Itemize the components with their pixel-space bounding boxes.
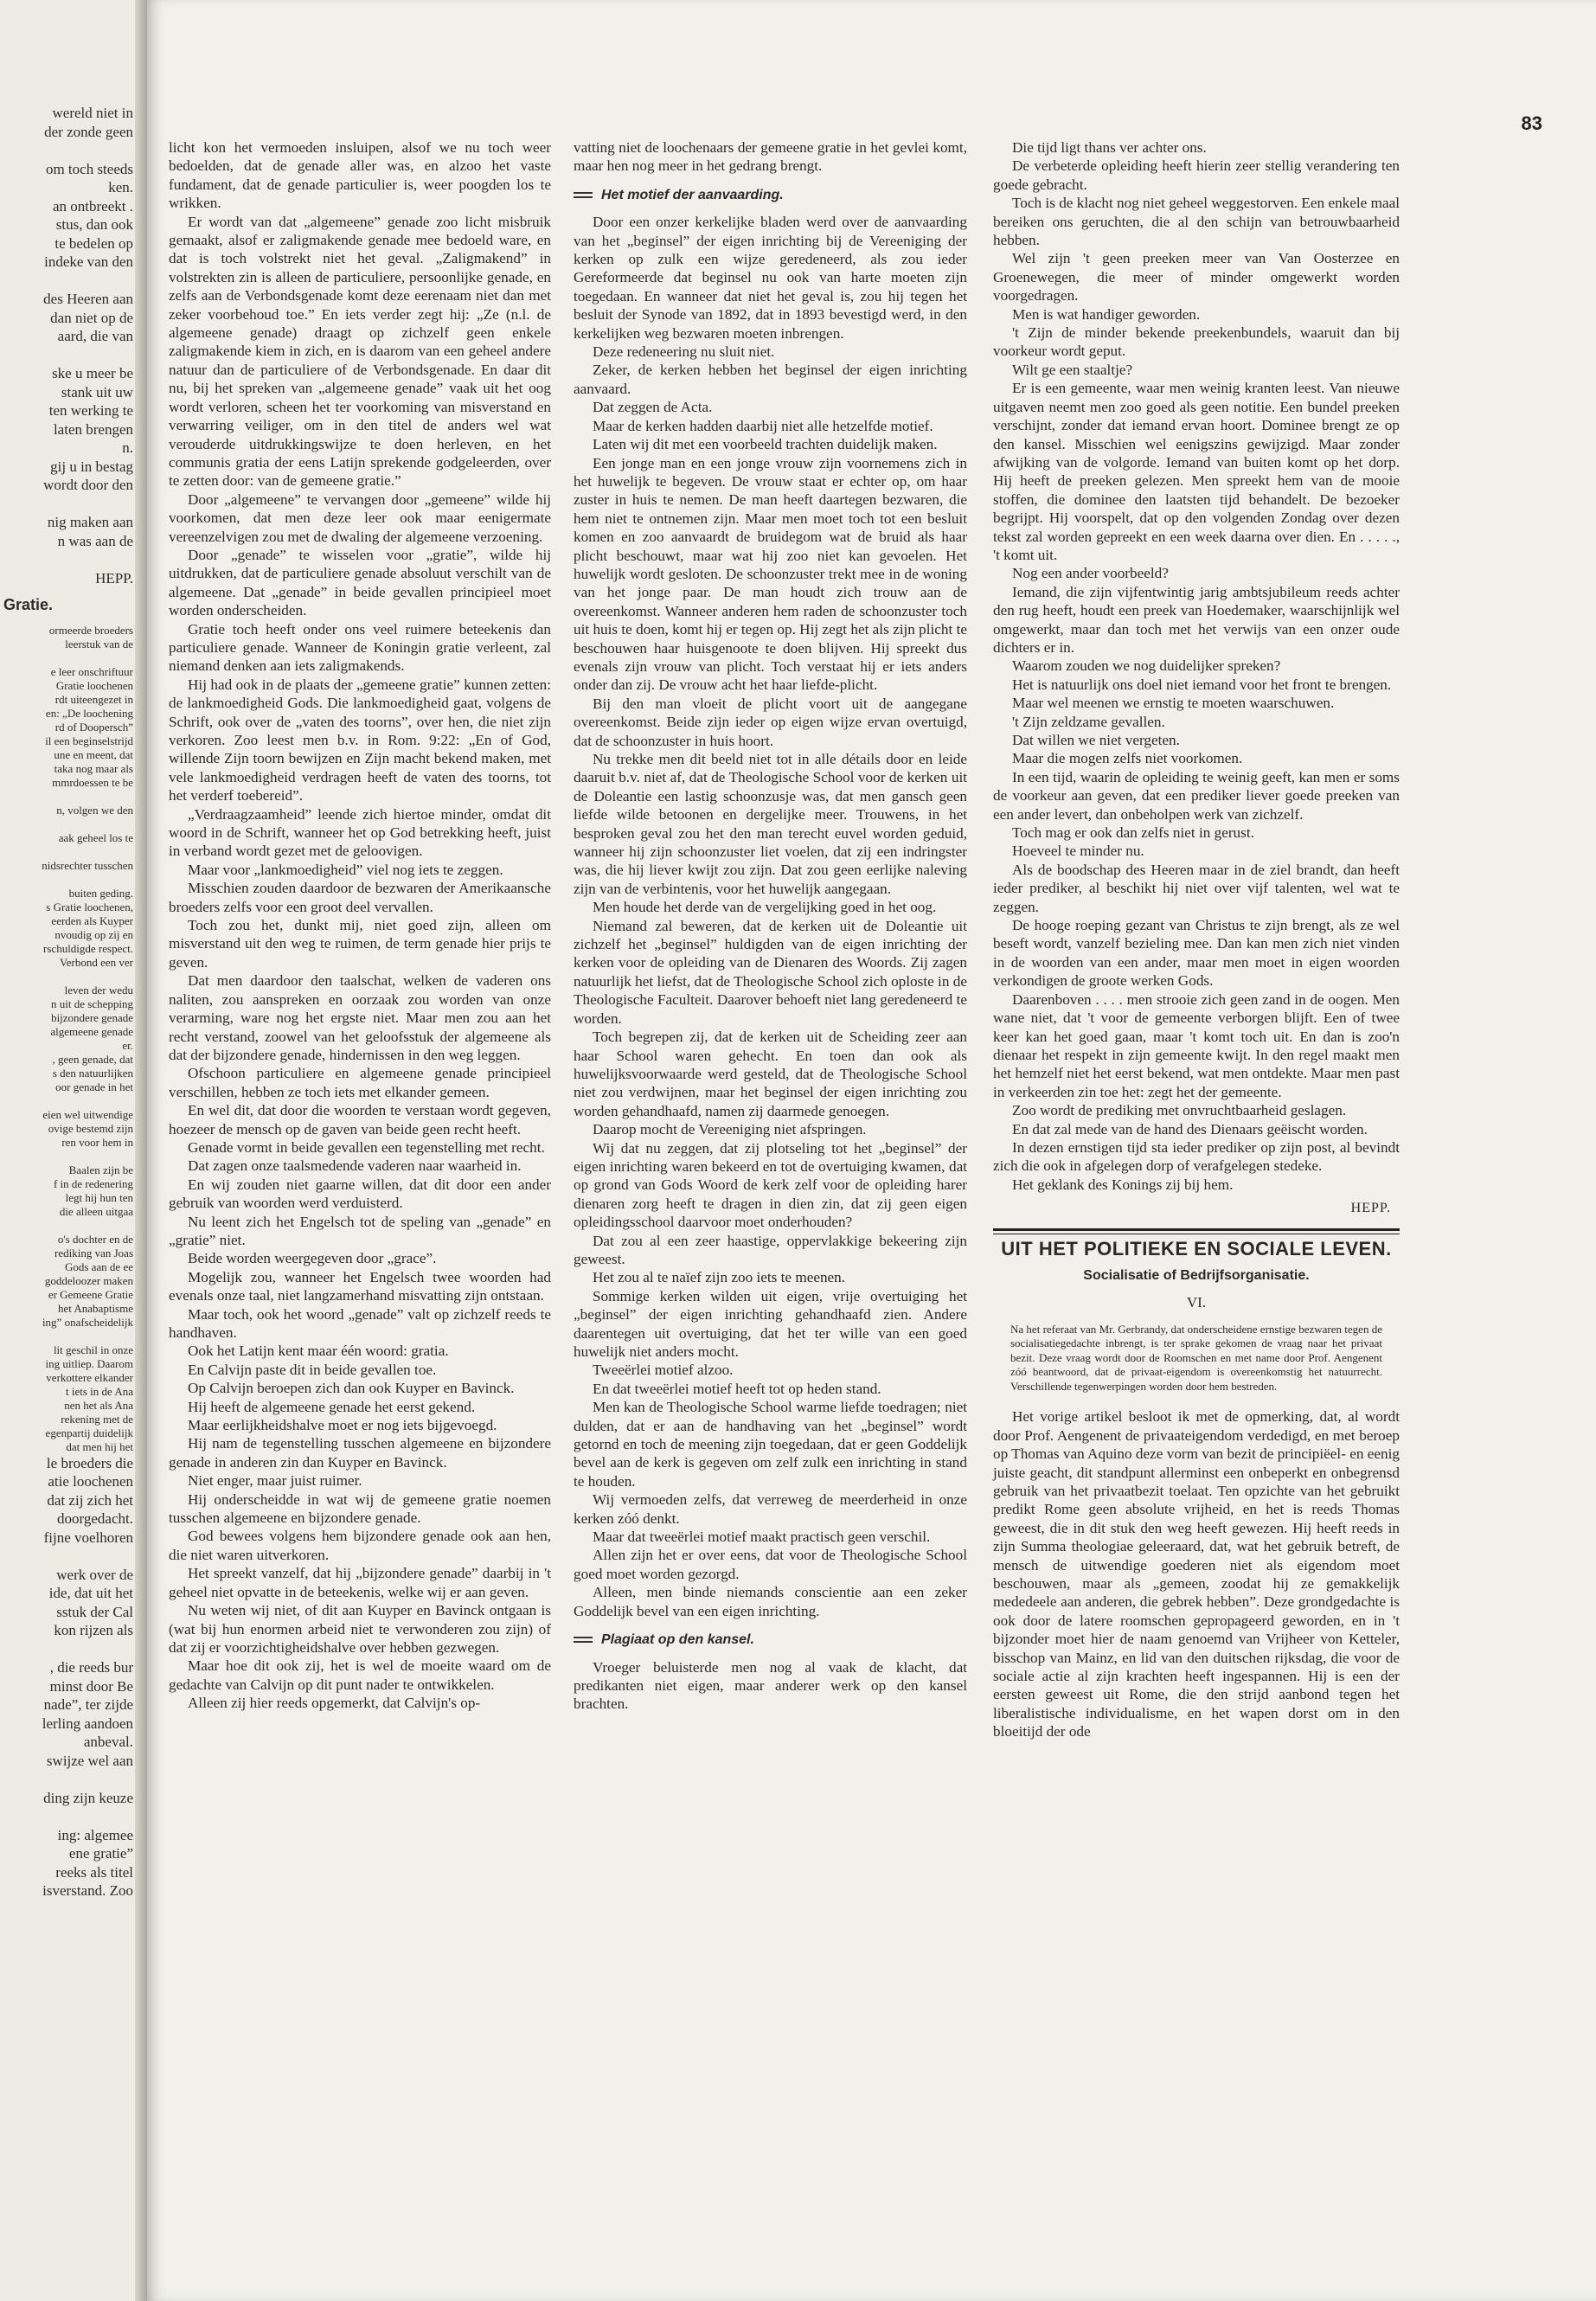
text-line: wereld niet in	[52, 105, 133, 121]
paragraph: Zoo wordt de prediking met onvruchtbaarheid geslagen.	[1012, 1102, 1347, 1119]
text-line	[3, 1807, 133, 1826]
text-line	[3, 1770, 133, 1789]
paragraph: Zeker, de kerken hebben het beginsel der eigen inrichting aanvaard.	[574, 362, 967, 397]
section-title: UIT HET POLITIEKE EN SOCIALE LEVEN.	[1001, 1237, 1392, 1259]
text-line: atie loochenen	[48, 1473, 133, 1490]
text-line	[3, 550, 133, 569]
text-line: Gratie loochenen	[55, 678, 133, 692]
editorial-summary: Na het referaat van Mr. Gerbrandy, dat onderscheidene ernstige bezwaren tegen de socialisatiegedachte inbrengt, is ter sprake gekomen de vraag naar het privaat bezit. Deze vraag wordt door de Roomschen en met name door Prof. Aengenent zóó beantwoord, dat de privaat-eigendom is overeenkomstig het natuurrecht. Verschillende tegenwerpingen worden door hem bestreden.	[1010, 1322, 1382, 1393]
text-line: laten brengen	[53, 420, 133, 438]
paragraph: Nu weten wij niet, of dit aan Kuyper en Bavinck ontgaan is (wat bij hun enormen arbeid niet te verwonderen zou zijn) of dat zij er voorzichtigheidshalve over hebben gezwegen.	[169, 1602, 551, 1656]
paragraph: Die tijd ligt thans ver achter ons.	[1012, 139, 1207, 156]
text-line: swijze wel aan	[46, 1752, 133, 1769]
paragraph: De hooge roeping gezant van Christus te zijn brengt, als ze wel beseft wordt, vanzelf bezieling mee. Dan kan men zich niet vinden in de woorden van een ander, maar men moet in eigen woorden verkondigen de groote werken Gods.	[993, 917, 1400, 990]
paragraph: Daarop mocht de Vereeniging niet afspringen.	[593, 1121, 867, 1138]
text-line	[3, 1640, 133, 1659]
paragraph: Wij vermoeden zelfs, dat verreweg de meerderheid in onze kerken zóó denkt.	[574, 1491, 967, 1527]
text-line: ken.	[108, 179, 133, 195]
paragraph: Dat zagen onze taalsmedende vaderen naar waarheid in.	[188, 1157, 522, 1175]
text-line: rekening met de	[61, 1412, 133, 1426]
paragraph: En wij zouden niet gaarne willen, dat dit door een ander gebruik van woorden werd verduisterd.	[169, 1176, 551, 1212]
text-line: die alleen uitgaa	[59, 1204, 133, 1218]
text-line: n uit de schepping	[51, 997, 133, 1010]
paragraph: Maar eerlijkheidshalve moet er nog iets bijgevoegd.	[188, 1417, 497, 1434]
text-line: ide, dat uit het	[48, 1585, 133, 1601]
text-line: dat zij zich het	[47, 1491, 133, 1509]
text-line: nen het als Ana	[64, 1398, 133, 1412]
text-line	[3, 845, 133, 859]
column-left	[169, 138, 551, 1713]
paragraph: Men kan de Theologische School warme liefde toedragen; niet dulden, dat er aan de handhaving van het „beginsel” wordt getornd en toch de meening zijn toegedaan, dat er geen Goddelijk bevel aan de kerk is gegeven om zelf zulk een inrichting in stand te houden.	[574, 1399, 967, 1490]
subheading-plagiaat	[574, 1631, 967, 1649]
text-line: lit geschil in onze	[53, 1343, 133, 1356]
paragraph: Het is natuurlijk ons doel niet iemand voor het front te brengen.	[1012, 676, 1392, 693]
text-line: taka nog maar als	[54, 761, 133, 775]
author-signature: HEPP.	[1350, 1201, 1391, 1216]
text-line: minst door Be	[49, 1677, 133, 1695]
paragraph: Men houde het derde van de vergelijking goed in het oog.	[593, 899, 937, 916]
paragraph: Wij dat nu zeggen, dat zij plotseling tot het „beginsel” der eigen inrichting waren bekeerd en tot de overtuiging kwamen, dat op grond van Gods Woord de kerk zelf voor de opleiding harer dienaren zorg heeft te dragen in dien zin, dat zij geen eigen opleidingsschool daarvoor moet onderhouden?	[574, 1139, 967, 1231]
text-line: fijne voelhoren	[43, 1529, 133, 1546]
text-line: dan niet op de	[50, 309, 133, 326]
paragraph: En dat tweeërlei motief heeft tot op heden stand.	[593, 1380, 881, 1397]
paragraph: Maar hoe dit ook zij, het is wel de moeite waard om de gedachte van Calvijn op dit punt nader te ontwikkelen.	[169, 1657, 551, 1693]
text-line: om toch steeds	[45, 160, 133, 177]
text-line: oor genade in het	[55, 1080, 133, 1093]
paragraph: Een jonge man en een jonge vrouw zijn voornemens zich in het huwelijk te begeven. De vrouw staat er echter op, om haar zuster in huis te nemen. De man heeft daartegen bezwaren, die hem niet te ontnemen zijn. Maar men moet toch tot een besluit komen en zoo aanvaardt de bruidegom wat de bruid als haar plicht beschouwt, maar wat hij zoo niet kan gevoelen. Het huwelijk wordt gesloten. De schoonzuster trekt mee in de woning van het jonge paar. De man houdt zich trouw aan de overeenkomst. Wanneer anderen hem raden de schoonzuster toch uit huis te doen, komt hij er tegen op. Hij zegt het als zijn plicht te beschouwen haar huisgenoote te doen blijven. Hij spreekt dus evenals zijn vrouw van plicht. Toch verstaat hij er iets anders onder dan zij. De vrouw acht het haar liefde-plicht.	[574, 454, 967, 694]
paragraph: 't Zijn de minder bekende preekenbundels, waaruit dan bij voorkeur wordt geput.	[993, 324, 1400, 360]
paragraph: 't Zijn zeldzame gevallen.	[1012, 713, 1165, 730]
paragraph: Hij nam de tegenstelling tusschen algemeene en bijzondere genade in anderen zin dan Kuyper en Bavinck.	[169, 1435, 551, 1471]
subheading-text: Het motief der aanvaarding.	[601, 187, 784, 202]
text-line: n, volgen we den	[56, 803, 133, 817]
paragraph: Alleen zij hier reeds opgemerkt, dat Calvijn's op-	[188, 1695, 481, 1712]
paragraph: Vroeger beluisterde men nog al vaak de klacht, dat predikanten niet eigen, maar anderer werk op den kansel brachten.	[574, 1658, 967, 1713]
paragraph: Als de boodschap des Heeren maar in de ziel brandt, dan heeft ieder prediker, al beschikt hij niet over vijf talenten, wel wat te zeggen.	[993, 861, 1400, 915]
paragraph: licht kon het vermoeden insluipen, alsof we nu toch weer bedoelden, dat de genade aller was, en alzoo het vaste fundament, dat de genade particulier is, weer poogden los te wrikken.	[169, 139, 551, 212]
paragraph: Maar voor „lankmoedigheid” viel nog iets te zeggen.	[188, 861, 503, 878]
paragraph: Hij had ook in de plaats der „gemeene gratie” kunnen zetten: de lankmoedigheid Gods. Die lankmoedigheid gaat, volgens de Schrift, ook over de „vaten des toorns”, over hen, die niet zijn verkoren. Zoo leest men b.v. in Rom. 9:22: „En of God, willende Zijn toorn bewijzen en Zijn macht bekend maken, met vele lankmoedigheid verdragen heeft de vaten des toorns, tot het verderf toebereid”.	[169, 676, 551, 804]
text-line: , geen genade, dat	[52, 1052, 133, 1066]
text-line: Baalen zijn be	[68, 1163, 133, 1176]
paragraph: „Verdraagzaamheid” leende zich hiertoe minder, omdat dit woord in de Schrift, wanneer het op God betrekking heeft, juist in verband wordt gezet met de geloovigen.	[169, 805, 551, 860]
paragraph: Gratie toch heeft onder ons veel ruimere beteekenis dan particuliere genade. Wanneer de Koningin gratie verleent, zal niemand denken aan iets zaligmakends.	[169, 620, 551, 675]
column-middle	[574, 138, 967, 1714]
previous-page-column	[3, 104, 133, 1900]
text-line	[3, 346, 133, 365]
text-line: te bedelen op	[54, 234, 133, 252]
paragraph: Hij heeft de algemeene genade het eerst gekend.	[188, 1398, 476, 1415]
paragraph: Toch begrepen zij, dat de kerken uit de Scheiding zeer aan haar School waren gehecht. En toen dan ook als huwelijksvoorwaarde werd gesteld, dat de Theologische School niet zou verdwijnen, maar het beginsel der eigen inrichting zou worden gehandhaafd, namen zij daarmede genoegen.	[574, 1029, 967, 1119]
paragraph: Dat zeggen de Acta.	[593, 399, 713, 416]
paragraph: God bewees volgens hem bijzondere genade ook aan hen, die niet waren uitverkoren.	[169, 1528, 551, 1563]
text-line: ding zijn keuze	[43, 1789, 133, 1806]
paragraph: Hij onderscheidde in wat wij de gemeene gratie noemen tusschen algemeene en bijzondere genade.	[169, 1490, 551, 1527]
text-line: er Gemeene Gratie	[48, 1287, 133, 1301]
paragraph: Toch zou het, dunkt mij, niet goed zijn, alleen om misverstand uit den weg te ruimen, de term genade hier prijs te geven.	[169, 917, 551, 971]
text-line: mmrdoessen te be	[52, 775, 133, 789]
text-line: e leer onschriftuur	[50, 664, 133, 678]
paragraph: Het spreekt vanzelf, dat hij „bijzondere genade” daarbij in 't geheel niet opvatte in de beteekenis, welke wij er aan geven.	[169, 1565, 551, 1600]
paragraph: Door „algemeene” te vervangen door „gemeene” wilde hij voorkomen, dat men deze leer ook maar eenigermate vereenzelvigen zou met de dwaling der algemeene verzoening.	[169, 490, 551, 545]
paragraph: Nog een ander voorbeeld?	[1012, 565, 1169, 582]
text-line: le broeders die	[46, 1454, 133, 1471]
paragraph: Toch is de klacht nog niet geheel weggestorven. Een enkele maal bereiken ons geruchten, die al den schijn van betrouwbaarheid hebben.	[993, 195, 1400, 249]
text-line: stank uit uw	[61, 383, 133, 401]
text-line: eien wel uitwendige	[42, 1107, 133, 1121]
section-title: Gratie.	[3, 596, 54, 613]
article-part-number: VI.	[1186, 1294, 1207, 1311]
paragraph: Tweeërlei motief alzoo.	[593, 1362, 734, 1379]
paragraph: Er wordt van dat „algemeene” genade zoo licht misbruik gemaakt, alsof er zaligmakende genade mee bedoeld ware, en dat is toch volstrekt niet het geval. „Zaligmakend” in volstrekten zin is alleen de particuliere, persoonlijke genade, en zelfs aan de Verbondsgenade komt deze eerenaam niet dan met zeker voorbehoud toe.” En iets verder zegt hij: „Ze (n.l. de algemeene genade) draagt op zichzelf geen enkele zaligmakende kiem in zich, en is daarom van een geheel andere natuur dan de particuliere of de Verbondsgenade. En daar dit nu, bij het spreken van „algemeene genade” vaak uit het oog wordt verloren, scheen het ter voorkoming van misverstand en verwarring veiliger, om in den titel de anders wel wat verouderde uitdrukkingswijze te doen herleven, en het communis gratia der eens Latijn sprekende godgeleerden, over te zetten door: van de gemeene gratie.”	[169, 213, 551, 490]
paragraph: Mogelijk zou, wanneer het Engelsch twee woorden had evenals onze taal, niet langzamerhand misvatting zijn ontstaan.	[169, 1268, 551, 1304]
paragraph: Niet enger, maar juist ruimer.	[188, 1472, 362, 1490]
text-line: nig maken aan	[47, 514, 133, 530]
text-line: der zonde geen	[44, 123, 133, 140]
text-line: egenpartij duidelijk	[45, 1426, 133, 1439]
text-line: ormeerde broeders	[48, 623, 133, 637]
text-line: sstuk der Cal	[56, 1603, 133, 1620]
article-body-plagiaat	[574, 1658, 967, 1714]
text-line: Verbond een ver	[59, 955, 133, 969]
text-line: wordt door den	[43, 477, 133, 493]
text-line: indeke van den	[44, 253, 133, 270]
text-line: ing uitliep. Daarom	[45, 1356, 133, 1370]
text-line: leven der wedu	[64, 983, 133, 997]
text-line: s den natuurlijken	[52, 1066, 133, 1080]
paragraph: In een tijd, waarin de opleiding te weinig geeft, kan men er soms de voorkeur aan geven, dat een prediker liever goede preeken van een ander levert, dan onbeholpen werk van zichzelf.	[993, 768, 1400, 823]
text-line: gij u in bestag	[50, 458, 133, 475]
subheading-marker-icon	[574, 192, 593, 198]
text-line: werk over de	[56, 1566, 133, 1583]
subheading-text: Plagiaat op den kansel.	[601, 1632, 754, 1648]
text-line: Gods aan de ee	[64, 1259, 133, 1273]
newspaper-page	[147, 0, 1596, 2301]
text-line	[3, 1150, 133, 1163]
previous-page-fragment	[0, 0, 147, 2301]
paragraph: De verbeterde opleiding heeft hierin zeer stellig verandering ten goede gebracht.	[993, 157, 1400, 193]
text-line: s Gratie loochenen,	[46, 900, 133, 913]
text-line	[3, 970, 133, 984]
paragraph: Beide worden weergegeven door „grace”.	[188, 1250, 437, 1267]
text-line: dat men hij het	[66, 1439, 133, 1453]
text-line: il een beginselstrijd	[45, 734, 133, 747]
subheading-marker-icon	[574, 1637, 593, 1643]
paragraph: Toch mag er ook dan zelfs niet in gerust.	[1012, 824, 1254, 842]
section-divider	[993, 1228, 1400, 1231]
paragraph: Niemand zal beweren, dat de kerken uit de Doleantie uit zichzelf het „beginsel” huldigden van de eigen inrichting der kerken voor de opleiding van de Dienaren des Woords. Zij zagen natuurlijk het liefst, dat de Theologische School zich oploste in de Theologische Faculteit. Daarover behoeft niet lang geredeneerd te worden.	[574, 917, 967, 1027]
text-line	[3, 817, 133, 831]
paragraph: Maar die mogen zelfs niet voorkomen.	[1012, 750, 1243, 767]
paragraph: Bij den man vloeit de plicht voort uit de aangegane overeenkomst. Beide zijn ieder op eigen wijze ervan overtuigd, dat de schoonzuster in huis hoort.	[574, 695, 967, 749]
paragraph: Dat willen we niet vergeten.	[1012, 732, 1180, 748]
text-line	[3, 651, 133, 665]
paragraph: En wel dit, dat door die woorden te verstaan wordt gegeven, hoezeer de mensch op de gaven van beide geen recht heeft.	[169, 1102, 551, 1138]
text-line: une en meent, dat	[54, 747, 133, 761]
text-line: HEPP.	[95, 569, 133, 586]
text-line: lerling aandoen	[42, 1715, 133, 1732]
text-line: nvoudig op zij en	[54, 927, 133, 941]
text-line: n.	[122, 439, 133, 456]
paragraph: Ofschoon particuliere en algemeene genade principieel verschillen, hebben ze toch iets met elkander gemeen.	[169, 1065, 551, 1100]
text-line: legt hij hun ten	[65, 1190, 133, 1204]
paragraph: Maar wel meenen we ernstig te moeten waarschuwen.	[1012, 695, 1335, 712]
paragraph: En dat zal mede van de hand des Dienaars geëischt worden.	[1012, 1120, 1368, 1138]
paragraph: En Calvijn paste dit in beide gevallen toe.	[188, 1361, 437, 1378]
text-line: aak geheel los te	[58, 830, 133, 844]
text-line: rd of Doopersch”	[54, 720, 133, 734]
text-line: bijzondere genade	[51, 1010, 133, 1024]
text-line: kon rijzen als	[54, 1622, 133, 1638]
text-line: n was aan de	[57, 532, 133, 549]
text-line: ing: algemee	[57, 1826, 133, 1843]
text-line: anbeval.	[83, 1734, 133, 1750]
paragraph: Hoeveel te minder nu.	[1012, 843, 1144, 860]
paragraph: Er is een gemeente, waar men weinig kranten leest. Van nieuwe uitgaven neemt men zoo goed als geen notitie. Een bundel preeken verschijnt, zonder dat iemand ervan hoort. Dominee brengt ze op den kansel. Misschien wel eenigszins gewijzigd. Maar zonder afwijking van de volgorde. Iemand van buiten komt op het dorp. Hij heeft de preeken gelezen. Men spreekt hem van de mooie stoffen, die dominee den laatsten tijd behandelt. De bezoeker begrijpt. Hij voorspelt, dat op den volgenden Zondag over dezen tekst zal worden gepreekt en een week daarna over dien. En . . . . ., 't komt uit.	[993, 380, 1400, 563]
text-line	[3, 1094, 133, 1108]
paragraph: Wel zijn 't geen preeken meer van Van Oosterzee en Groenewegen, die meer of minder omgewerkt worden voorgedragen.	[993, 250, 1400, 304]
text-line: rschuldigde respect.	[43, 941, 133, 955]
text-line: ten werking te	[48, 402, 133, 419]
text-line: isverstand. Zoo	[42, 1882, 133, 1899]
paragraph: Men is wat handiger geworden.	[1012, 305, 1201, 323]
paragraph: Alleen, men binde niemands conscientie aan een zeker Goddelijk bevel van een eigen inrichting.	[574, 1584, 967, 1619]
column-right	[993, 138, 1400, 1741]
text-line	[3, 790, 133, 804]
text-line: aard, die van	[57, 328, 133, 344]
page-gutter	[135, 0, 147, 2301]
paragraph: Dat zou al een zeer haastige, oppervlakkige bekeering zijn geweest.	[574, 1232, 967, 1267]
column-intro-paragraph: vatting niet de loochenaars der gemeene gratie in het gevlei komt, maar hen nog meer in het gedrang brengt.	[574, 139, 967, 175]
text-line: , die reeds bur	[49, 1659, 133, 1676]
text-line: reeks als titel	[55, 1863, 133, 1881]
text-line: buiten geding.	[68, 886, 133, 900]
text-line: ene gratie”	[68, 1845, 133, 1862]
text-line: ske u meer be	[52, 365, 133, 381]
paragraph: Misschien zouden daardoor de bezwaren der Amerikaansche broeders zelfs voor een groot deel vervallen.	[169, 880, 551, 915]
subheading-motief	[574, 186, 967, 204]
text-line: nidsrechter tusschen	[42, 858, 133, 872]
paragraph: Op Calvijn beroepen zich dan ook Kuyper en Bavinck.	[188, 1380, 515, 1397]
paragraph: Laten wij dit met een voorbeeld trachten duidelijk maken.	[593, 436, 938, 453]
paragraph: Ook het Latijn kent maar één woord: gratia.	[188, 1343, 449, 1360]
text-line: goddeloozer maken	[44, 1273, 133, 1287]
article-body-motief	[574, 213, 967, 1620]
article-body-socialisatie	[993, 1407, 1400, 1740]
paragraph: Iemand, die zijn vijfentwintig jarig ambtsjubileum reeds achter den rug heeft, houdt een preek van Hoedemaker, waarschijnlijk wel omgewerkt, maar dan toch met het verwijs van een onzer oude dichters er in.	[993, 583, 1400, 656]
paragraph: Daarenboven . . . . men strooie zich geen zand in de oogen. Men wane niet, dat 't voor de gemeente verborgen blijft. Een of twee keer kan het goed gaan, maar 't komt toch uit. En dan is zoo'n dienaar het respekt in zijn gemeente kwijt. In den regel maakt men het hemzelf niet het eerst bekend, wat men ontdekte. Maar men past in verkeerden zin toe het: zegt het der gemeente.	[993, 990, 1400, 1100]
text-line: verkottere elkander	[46, 1370, 133, 1384]
paragraph: Door „genade” te wisselen voor „gratie”, wilde hij uitdrukken, dat de particuliere genade absoluut verschilt van de algemeene. Dat „genade” in beide gevallen principieel moet worden onderscheiden.	[169, 546, 551, 619]
paragraph: Nu trekke men dit beeld niet tot in alle détails door en leide daaruit b.v. niet af, dat de Theologische School voor de kerken uit de Doleantie een lastig schoonzusje was, dat men gansch geen liefde wilde betoonen en dergelijke meer. Trouwens, in het besproken geval zou het den man terecht euvel worden geduid, wanneer hij zijn schoonzuster liet voelen, dat zij een indringster was, die hij liever kwijt zou zijn. Dat zou geen eerlijke naleving zijn van de verbintenis, voor het huwelijk aangegaan.	[574, 751, 967, 897]
text-line: leerstuk van de	[65, 637, 133, 651]
paragraph: Maar de kerken hadden daarbij niet alle hetzelfde motief.	[593, 417, 933, 434]
paragraph: Nu leent zich het Engelsch tot de speling van „genade” en „gratie” niet.	[169, 1213, 551, 1248]
text-line: er.	[122, 1038, 133, 1052]
text-line: t iets in de Ana	[66, 1384, 133, 1398]
paragraph: Waarom zouden we nog duidelijker spreken?	[1012, 657, 1281, 675]
text-line: en: „De loochening	[45, 706, 133, 720]
page-number: 83	[1521, 112, 1542, 134]
text-line: rdt uiteengezet in	[54, 692, 133, 706]
text-line: stus, dan ook	[55, 216, 133, 233]
text-line: f in de redenering	[53, 1176, 133, 1190]
text-line: rediking van Joas	[54, 1246, 133, 1259]
text-line	[3, 1330, 133, 1343]
paragraph: Allen zijn het er over eens, dat voor de Theologische School goed moet worden gezorgd.	[574, 1547, 967, 1582]
text-line	[3, 1219, 133, 1233]
text-line: an ontbreekt .	[53, 197, 133, 215]
text-line: het Anabaptisme	[57, 1301, 133, 1315]
text-line	[3, 495, 133, 514]
text-line: eerden als Kuyper	[51, 913, 133, 927]
paragraph: Deze redeneering nu sluit niet.	[593, 343, 775, 361]
text-line: ovige bestemd zijn	[48, 1121, 133, 1135]
paragraph: Het vorige artikel besloot ik met de opmerking, dat, al wordt door Prof. Aengenent de privaateigendom verdedigd, en met beroep op Thomas van Aquino deze vorm van bezit de principiëel- en eenig juiste geacht, dit standpunt allerminst een onbeperkt en onbegrensd gebruik van het privaatbezit toelaat. Ten opzichte van het gebruikt predikt Rome geen absolute vrijheid, en het is reeds Thomas geweest, die in dit stuk den weg heeft gewezen. Hij heeft reeds in zijn Summa theologiae geleeraard, dat, wat het gebruik betreft, de mensch de uitwendige goederen niet als eigendom moet beschouwen, maar als „gemeen, zoodat hij ze gemakkelijk mededeele aan anderen, die gebrek hebben”. Deze grondgedachte is ook door de latere roomschen gepropageerd geworden, en in 't bijzonder moet hier de naam genoemd van Vrijheer von Ketteler, bisschop van Mainz, en lid van den duitschen rijksdag, die voor de sociale actie al zijn krachten heeft ingespannen. Hij is een der eersten geweest uit Rome, die den strijd aanbond tegen het liberalistische individualisme, en het wapen dorst om in den bloeitijd der ode	[993, 1408, 1400, 1740]
text-line: ing” onafscheidelijk	[42, 1315, 133, 1329]
paragraph: Maar dat tweeërlei motief maakt practisch geen verschil.	[593, 1529, 931, 1546]
paragraph: Dat men daardoor den taalschat, welken de vaderen ons naliten, zou aanspreken en oorzaak zou worden van onze verarming, ware nog het ergste niet. Maar men zou aan het recht verstand, zoowel van het geloofsstuk der algemeene als dat der bijzondere genade, hindernissen in den weg leggen.	[169, 972, 551, 1063]
text-line: doorgedacht.	[57, 1510, 133, 1527]
article-body-plagiaat-continued	[993, 138, 1400, 1194]
paragraph: Sommige kerken wilden uit eigen, vrije overtuiging het „beginsel” der eigen inrichting gehandhaafd zien. Andere daarentegen uit overtuiging, dat het ter wille van een goed huwelijk niet anders mocht.	[574, 1287, 967, 1360]
text-line: o's dochter en de	[57, 1232, 133, 1246]
paragraph: In dezen ernstigen tijd sta ieder prediker op zijn post, al bevindt zich die ook in afgelegen dorp of verafgelegen stedeke.	[993, 1138, 1400, 1175]
text-line	[3, 141, 133, 160]
article-title: Socialisatie of Bedrijfsorganisatie.	[1083, 1267, 1310, 1283]
text-line	[3, 272, 133, 291]
paragraph: Genade vormt in beide gevallen een tegenstelling met recht.	[188, 1138, 545, 1156]
text-line: nade”, ter zijde	[43, 1696, 133, 1713]
text-line: algemeene genade	[50, 1024, 133, 1038]
text-line	[3, 873, 133, 887]
paragraph: Het geklank des Konings zij bij hem.	[1012, 1176, 1234, 1193]
paragraph: Wilt ge een staaltje?	[1012, 361, 1133, 378]
paragraph: Maar toch, ook het woord „genade” valt op zichzelf reeds te handhaven.	[169, 1305, 551, 1341]
text-line: ren voor hem in	[61, 1135, 133, 1149]
paragraph: Het zou al te naïef zijn zoo iets te meenen.	[593, 1269, 846, 1286]
text-line: des Heeren aan	[43, 291, 133, 307]
text-line	[3, 1547, 133, 1566]
paragraph: Door een onzer kerkelijke bladen werd over de aanvaarding van het „beginsel” der eigen inrichting bij de Vereeniging der kerken op zulk een wijze geredeneerd, als zou ieder Gereformeerde dat beginsel nu ook van harte moeten zijn toegedaan. En wanneer dat niet het geval is, zou hij tegen het besluit der Synode van 1892, dat in 1893 bevestigd werd, in den kerkelijken weg bezwaren moeten inbrengen.	[574, 214, 967, 342]
